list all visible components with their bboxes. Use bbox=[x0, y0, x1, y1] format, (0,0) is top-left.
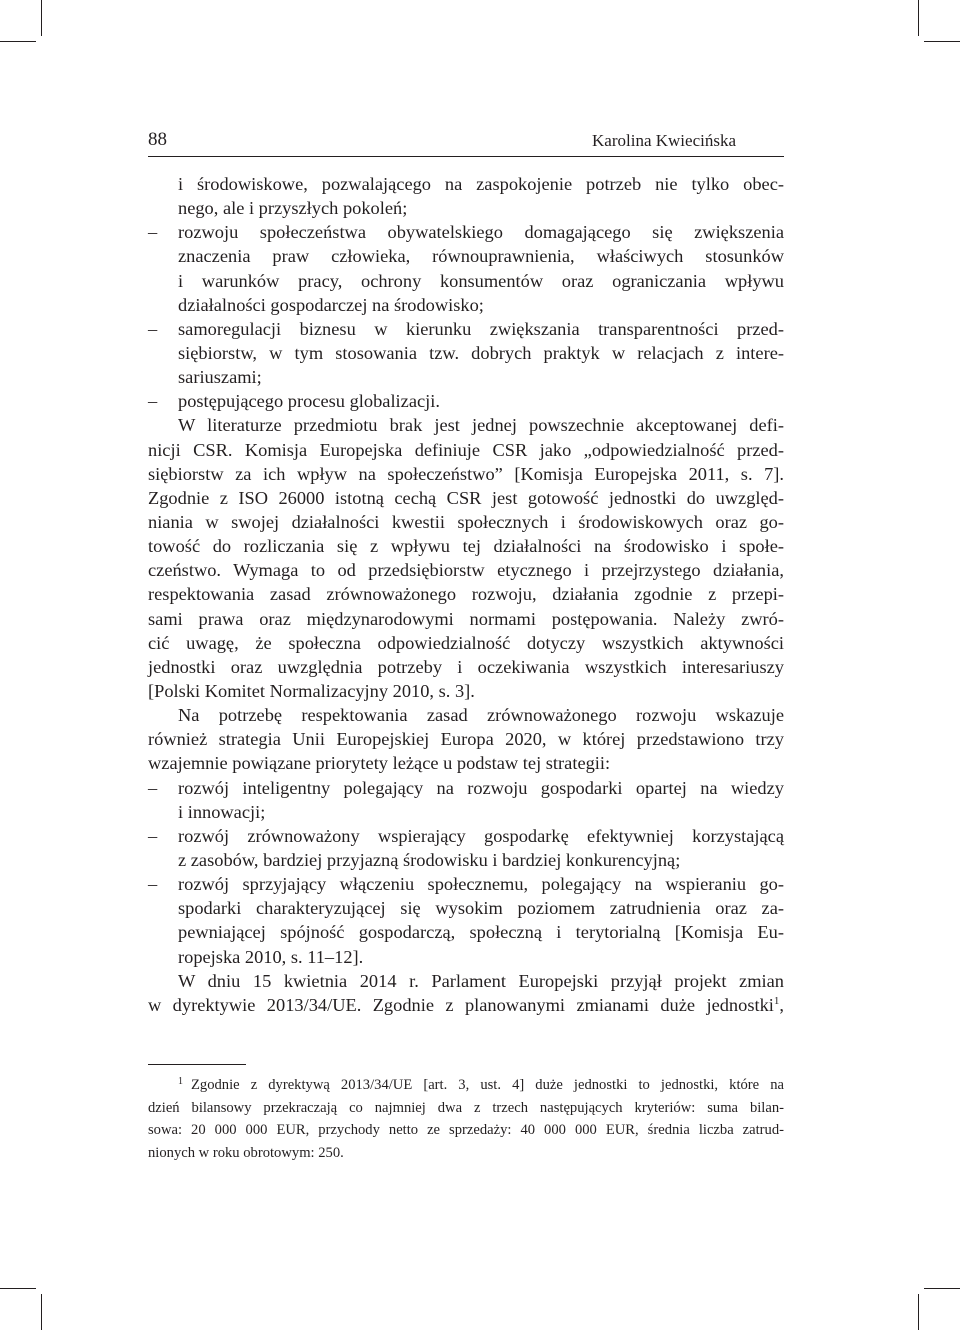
list-item bbox=[148, 872, 784, 896]
text-line: jednostki oraz uwzględnia potrzeby i oczekiwania wszystkich interesariuszy bbox=[148, 656, 784, 677]
footnote-number: 1 bbox=[178, 1076, 183, 1087]
footnote-text: Zgodnie z dyrektywą 2013/34/UE [art. 3, ust. 4] duże jednostki to jednostki, które na bbox=[191, 1077, 784, 1093]
text-line: pewniającej spójność gospodarczą, społeczną i terytorialną [Komisja Eu- bbox=[178, 922, 784, 943]
text-line: działalności gospodarczej na środowisko; bbox=[178, 294, 484, 315]
text-line: spodarki charakteryzującej się wysokim poziomem zatrudnienia oraz za- bbox=[178, 898, 784, 919]
footnote bbox=[148, 1074, 784, 1164]
list-dash: – bbox=[148, 777, 158, 798]
list-dash: – bbox=[148, 825, 158, 846]
text-line: W dniu 15 kwietnia 2014 r. Parlament Europejski przyjął projekt zmian bbox=[178, 970, 784, 991]
crop-mark bbox=[0, 1288, 36, 1289]
list-dash: – bbox=[148, 318, 158, 339]
text-line: również strategia Unii Europejskiej Europa 2020, w której przedstawiono trzy bbox=[148, 729, 784, 750]
list-dash: – bbox=[148, 222, 158, 243]
list-item bbox=[148, 317, 784, 341]
text-line: znaczenia praw człowieka, równouprawnienia, właściwych stosunków bbox=[178, 246, 784, 267]
text-line: [Polski Komitet Normalizacyjny 2010, s. 3]. bbox=[148, 680, 475, 701]
text-line: niania w swojej działalności kwestii społecznych i środowiskowych oraz go- bbox=[148, 511, 784, 532]
text-line: rozwój zrównoważony wspierający gospodarkę efektywniej korzystającą bbox=[178, 825, 784, 846]
text-line: respektowania zasad zrównoważonego rozwoju, działania zgodnie z przepi- bbox=[148, 584, 784, 605]
list-dash: – bbox=[148, 391, 158, 412]
list-item bbox=[148, 776, 784, 800]
footnote-separator bbox=[148, 1064, 246, 1065]
text-line: i środowiskowe, pozwalającego na zaspokojenie potrzeb nie tylko obec- bbox=[178, 174, 784, 194]
text-line: w dyrektywie 2013/34/UE. Zgodnie z planowanymi zmianami duże jednostki bbox=[148, 994, 774, 1015]
text-line: wzajemnie powiązane priorytety leżące u podstaw tej strategii: bbox=[148, 753, 611, 774]
text-line: cić uwagę, że społeczna odpowiedzialność dotyczy wszystkich aktywności bbox=[148, 632, 784, 653]
list-item bbox=[148, 220, 784, 244]
page-number: 88 bbox=[148, 129, 167, 150]
footnote-line: dzień bilansowy przekraczają co najmniej dwa z trzech następujących kryteriów: suma bilan- bbox=[148, 1099, 784, 1116]
text-line: i warunków pracy, ochrony konsumentów oraz ograniczania wpływu bbox=[178, 270, 784, 291]
footnote-line: sowa: 20 000 000 EUR, przychody netto ze sprzedaży: 40 000 000 EUR, średnia liczba zatrud- bbox=[148, 1122, 784, 1138]
text-line: siębiorstw, w tym stosowania tzw. dobrych praktyk w relacjach z intere- bbox=[178, 342, 784, 363]
crop-mark bbox=[924, 1288, 960, 1289]
footnote-line: nionych w roku obrotowym: 250. bbox=[148, 1144, 344, 1161]
list-dash: – bbox=[148, 874, 158, 895]
text-line: siębiorstw za ich wpływ na społeczeństwo” [Komisja Europejska 2011, s. 7]. bbox=[148, 463, 784, 484]
crop-mark bbox=[0, 41, 36, 42]
text-line: i innowacji; bbox=[178, 801, 266, 822]
text-line: towość do rozliczania się z wpływu tej działalności na środowisko i społe- bbox=[148, 536, 784, 557]
text-line: nicji CSR. Komisja Europejska definiuje CSR jako „odpowiedzialność przed- bbox=[148, 439, 784, 460]
crop-mark bbox=[41, 1294, 42, 1330]
list-item bbox=[148, 389, 784, 413]
text-line: Zgodnie z ISO 26000 istotną cechą CSR jest gotowość jednostki do uwzględ- bbox=[148, 487, 784, 508]
footnote-reference[interactable]: 1 bbox=[773, 994, 780, 1007]
text-line: rozwój inteligentny polegający na rozwoju gospodarki opartej na wiedzy bbox=[178, 777, 784, 798]
text-line: sami prawa oraz międzynarodowymi normami postępowania. Należy zwró- bbox=[148, 608, 784, 629]
text-line-with-footnote bbox=[148, 993, 784, 1017]
text-line: nego, ale i przyszłych pokoleń; bbox=[178, 198, 408, 219]
running-head-author: Karolina Kwiecińska bbox=[592, 131, 736, 150]
text-line: Na potrzebę respektowania zasad zrównoważonego rozwoju wskazuje bbox=[178, 705, 784, 726]
crop-mark bbox=[918, 0, 919, 36]
text-line: ropejska 2010, s. 11–12]. bbox=[178, 946, 364, 967]
trailing-comma: , bbox=[779, 994, 784, 1015]
text-line: samoregulacji biznesu w kierunku zwiększania transparentności przed- bbox=[178, 318, 784, 339]
text-line: postępującego procesu globalizacji. bbox=[178, 391, 440, 412]
footnote-line bbox=[148, 1074, 784, 1097]
body-text bbox=[148, 172, 784, 1017]
text-line: rozwój sprzyjający włączeniu społecznemu, polegający na wspieraniu go- bbox=[178, 874, 784, 895]
text-line: sariuszami; bbox=[178, 367, 262, 388]
list-item bbox=[148, 824, 784, 848]
text-line: rozwoju społeczeństwa obywatelskiego domagającego się zwiększenia bbox=[178, 222, 784, 243]
text-line: W literaturze przedmiotu brak jest jednej powszechnie akceptowanej defi- bbox=[178, 415, 784, 436]
running-header bbox=[148, 128, 784, 157]
text-line: czeństwo. Wymaga to od przedsiębiorstw etycznego i przejrzystego działania, bbox=[148, 560, 784, 581]
crop-mark bbox=[918, 1294, 919, 1330]
crop-mark bbox=[41, 0, 42, 36]
text-line: z zasobów, bardziej przyjazną środowisku i bardziej konkurencyjną; bbox=[178, 849, 681, 870]
crop-mark bbox=[924, 41, 960, 42]
